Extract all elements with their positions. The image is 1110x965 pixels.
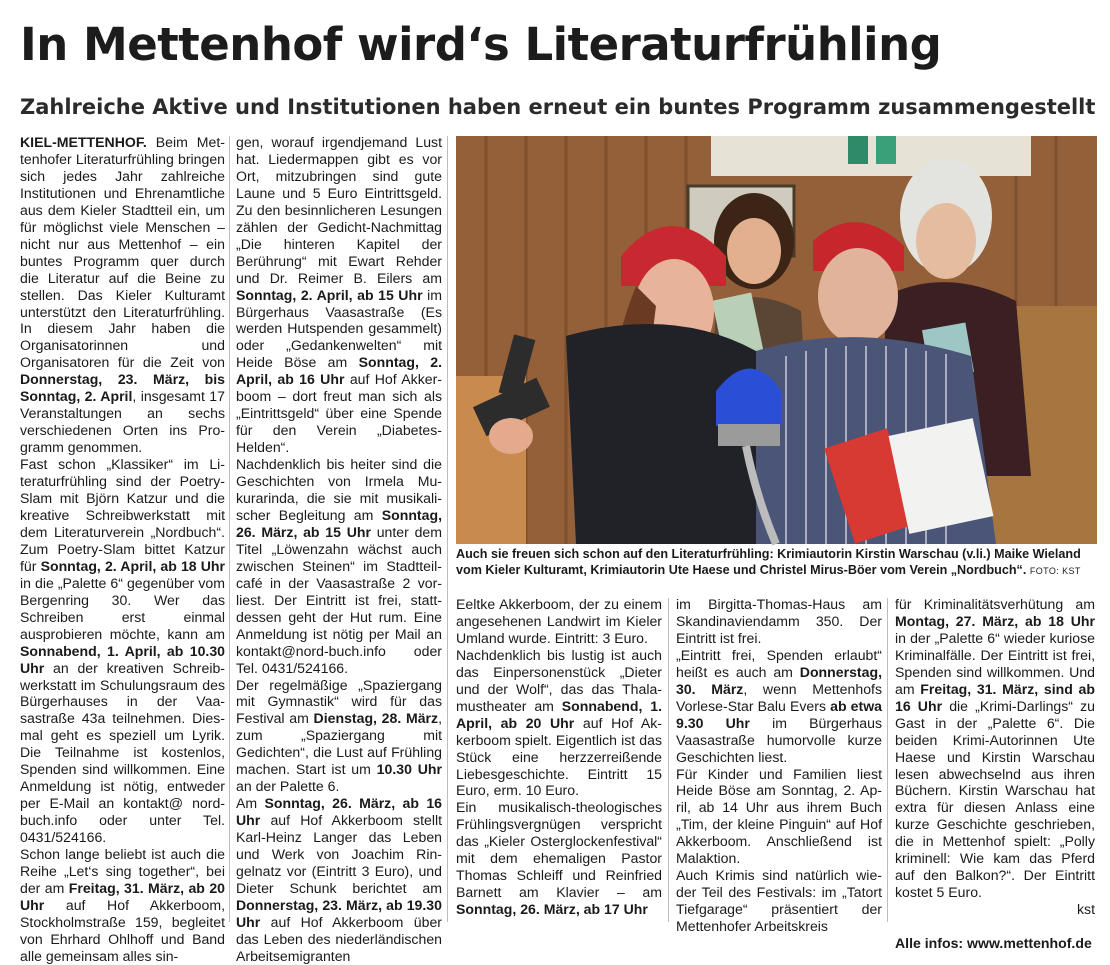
text: auf Hof Akkerboom, Stockholmstraße 159, begleitet von Ehrhard Ohlhoff und Band alle gemeinsam alles sin- bbox=[20, 896, 225, 964]
text: auf Hof Akkerboom – dort freut man sich als „Eintrittsgeld“ über eine Spende für den Verein „Diabetes-Helden“. bbox=[236, 371, 442, 456]
paragraph bbox=[676, 867, 882, 935]
article-column-5 bbox=[895, 596, 1095, 952]
paragraph bbox=[236, 456, 442, 676]
headline: In Mettenhof wird‘s Literaturfrühling bbox=[20, 18, 942, 71]
article-column-2 bbox=[236, 134, 442, 964]
text: in die „Palette 6“ gegenüber vom Bergenring 30. Wer das Schreiben erst einmal ausprobieren möchte, kann am bbox=[20, 574, 225, 642]
text: Am bbox=[236, 795, 265, 812]
paragraph bbox=[236, 134, 442, 456]
date-highlight: 10.30 Uhr bbox=[376, 761, 442, 778]
text: im Bürgerhaus Vaasastraße humorvolle kurze Geschichten liest. bbox=[676, 714, 882, 765]
text: die „Krimi-Darlings“ zu Gast in der „Palette 6“. Die beiden Krimi-Autorinnen Ute Haese und Kirstin Warschau lesen abwechselnd aus ihren Büchern. Kirstin Warschau hat extra für diesen Anlass eine kurze Geschichte geschrieben, die in Mettenhof spielt: „Polly kriminell: Wie kam das Pferd auf den Balkon?“. Der Eintritt kostet 5 Euro. bbox=[895, 697, 1095, 901]
text: an der kreativen Schreibwerkstatt im Schulungsraum des Bürgerhauses in der Vaasastraße 43a teilnehmen. Diesmal geht es speziell um Lyrik. Die Teilnahme ist kostenlos, Spenden sind willkommen. Eine Anmeldung ist nötig, entweder per E-Mail an kontakt@ nord-buch.info oder unter Tel. 0431/524166. bbox=[20, 659, 225, 846]
date-highlight: Sonnabend, 1. April, ab 10.30 Uhr bbox=[20, 642, 225, 676]
paragraph bbox=[456, 596, 662, 647]
text: unter dem Titel „Löwenzahn wächst auch zwischen Steinen“ im Stadtteilcafé in der Vaasastraße 2 vorliest. Der Eintritt ist frei, stattdessen geht der Hut rum. Eine Anmeldung ist nötig per Mail an kontakt@nord-buch.info oder Tel. 0431/524166. bbox=[236, 523, 442, 676]
text: Nachdenklich bis heiter sind die Geschichten von Irmela Mukurarinda, die sie mit musikalischer Begleitung am bbox=[236, 456, 442, 523]
column-divider bbox=[229, 136, 230, 922]
date-highlight: Donnerstag, 23. März, bis Sonntag, 2. April bbox=[20, 371, 225, 405]
paragraph bbox=[676, 766, 882, 868]
column-divider bbox=[668, 598, 669, 922]
article-photo bbox=[456, 136, 1097, 544]
text: auf Hof Akkerboom über das Leben des niederländischen Arbeitsemigranten bbox=[236, 913, 442, 964]
text: Nachdenklich bis lustig ist auch das Einpersonenstück „Dieter und der Wolf“, das das Thalamustheater am bbox=[456, 646, 662, 714]
paragraph bbox=[20, 846, 225, 965]
paragraph bbox=[456, 799, 662, 918]
dateline: KIEL-METTENHOF. bbox=[20, 134, 147, 150]
date-highlight: Donnerstag, 30. März bbox=[676, 663, 882, 697]
text: im Birgitta-Thomas-Haus am Skandinaviendamm 350. Der Eintritt ist frei. bbox=[676, 596, 882, 646]
date-highlight: Sonntag, 26. März, ab 17 Uhr bbox=[456, 901, 648, 918]
date-highlight: Montag, 27. März, ab 18 Uhr bbox=[895, 612, 1095, 629]
text: Für Kinder und Familien liest Heide Böse am Sonntag, 2. April, ab 14 Uhr aus ihrem Buch „Tim, der kleine Pinguin“ auf Hof Akkerboom. Anschließend ist Malaktion. bbox=[676, 765, 882, 867]
date-highlight: Donnerstag, 23. März, ab 19.30 Uhr bbox=[236, 896, 442, 930]
paragraph bbox=[236, 677, 442, 796]
text: Fast schon „Klassiker“ im Literaturfrühling sind der Poetry-Slam mit Björn Katzur und die kreative Schreibwerkstatt mit dem Literaturverein „Nordbuch“. Zum Poetry-Slam bittet Katzur für bbox=[20, 456, 225, 574]
text: auf Hof Akkerboom stellt Karl-Heinz Langer das Leben und Werk von Joachim Ringelnatz vor (Eintritt 3 Euro), und Dieter Schunk berichtet am bbox=[236, 812, 442, 896]
photo-credit: FOTO: KST bbox=[1029, 566, 1081, 576]
date-highlight: Sonntag, 2. April, ab 15 Uhr bbox=[236, 286, 423, 303]
date-highlight: Sonntag, 2. April, ab 18 Uhr bbox=[40, 557, 225, 574]
date-highlight: Sonntag, 26. März, ab 16 Uhr bbox=[236, 795, 442, 829]
text: Ein musikalisch-theologisches Frühlingsvergnügen verspricht das „Kieler Osterglockenfestival“ mit dem ehemaligen Pastor Thomas Schleiff und Reinfried Barnett am Klavier – am bbox=[456, 799, 662, 901]
column-divider bbox=[887, 598, 888, 922]
paragraph bbox=[676, 596, 882, 647]
paragraph bbox=[20, 134, 225, 456]
date-highlight: Freitag, 31. März, ab 20 Uhr bbox=[20, 879, 225, 913]
text: für Kriminalitätsverhütung am bbox=[895, 596, 1095, 612]
paragraph bbox=[20, 456, 225, 846]
text: im Bürgerhaus Vaasastraße (Es werden Hutspenden gesammelt) oder „Gedankenwelten“ mit Heide Böse am bbox=[236, 286, 442, 371]
text: auf Hof Akkerboom spielt. Eigentlich ist das Stück eine herzzerreißende Liebesgeschichte. Eintritt 15 Euro, erm. 10 Euro. bbox=[456, 714, 662, 799]
photo-illustration bbox=[456, 136, 1097, 544]
paragraph bbox=[236, 795, 442, 965]
date-highlight: Freitag, 31. März, sind ab 16 Uhr bbox=[895, 680, 1095, 714]
photo-caption bbox=[456, 546, 1097, 579]
paragraph bbox=[895, 596, 1095, 901]
article-column-3 bbox=[456, 596, 662, 926]
author-signature: kst bbox=[1076, 901, 1095, 918]
text: Eeltke Akkerboom, der zu einem angesehenen Landwirt im Kieler Umland wurde. Eintritt: 3 Euro. bbox=[456, 596, 662, 646]
date-highlight: Sonntag, 26. März, ab 15 Uhr bbox=[236, 506, 442, 540]
article-column-4 bbox=[676, 596, 882, 935]
text: Der regelmäßige „Spaziergang mit Gymnastik“ wird für das Festival am bbox=[236, 676, 442, 727]
subheadline: Zahlreiche Aktive und Institutionen haben erneut ein buntes Programm zusammengestellt bbox=[20, 95, 1096, 119]
website-info: Alle infos: www.mettenhof.de bbox=[895, 935, 1092, 952]
text: Auch Krimis sind natürlich wieder Teil des Festivals: im „Tatort Tiefgarage“ präsentiert der Mettenhofer Arbeitskreis bbox=[676, 867, 882, 935]
date-highlight: Sonntag, 2. April, ab 16 Uhr bbox=[236, 354, 442, 388]
column-divider bbox=[447, 136, 448, 922]
caption-text: Auch sie freuen sich schon auf den Literaturfrühling: Krimiautorin Kirstin Warschau (v.li.) Maike Wieland vom Kieler Kulturamt, Krimiautorin Ute Haese und Christel Mirus-Böer vom Verein „Nordbuch“. bbox=[456, 547, 1081, 577]
text: an der Palette 6. bbox=[236, 778, 340, 795]
text: , wenn Mettenhofs Vorlese-Star Balu Evers bbox=[676, 680, 882, 714]
date-highlight: Sonnabend, 1. April, ab 20 Uhr bbox=[456, 697, 662, 731]
paragraph bbox=[456, 647, 662, 800]
text: , insgesamt 17 Veranstaltungen an sechs verschiedenen Orten ins Programm genommen. bbox=[20, 388, 225, 456]
text: Beim Mettenhofer Literaturfrühling bringen sich jedes Jahr zahlreiche Institutionen und Ehrenamtliche aus dem Kieler Stadtteil ein, um für möglichst viele Menschen – nicht nur aus Mettenhof – ein buntes Programm quer durch die Literatur auf die Beine zu stellen. Das Kieler Kulturamt unterstützt den Literaturfrühling. In diesem Jahr haben die Organisatorinnen und Organisatoren für die Zeit von bbox=[20, 134, 225, 371]
text: gen, worauf irgendjemand Lust hat. Liedermappen gibt es vor Ort, mitzubringen sind gute Laune und 5 Euro Eintrittsgeld. Zu den besinnlicheren Lesungen zählen der Gedicht-Nachmittag „Die hinteren Kapitel der Berührung“ mit Ewart Rehder und Dr. Reimer B. Eilers am bbox=[236, 134, 442, 286]
date-highlight: Dienstag, 28. März bbox=[313, 710, 439, 727]
text: Schon lange beliebt ist auch die Reihe „Let‘s sing together“, bei der am bbox=[20, 846, 225, 896]
paragraph bbox=[676, 647, 882, 766]
date-highlight: ab etwa 9.30 Uhr bbox=[676, 697, 882, 731]
text: , zum „Spaziergang mit Gedichten“, die Lust auf Frühling machen. Start ist um bbox=[236, 710, 442, 778]
text: in der „Palette 6“ wieder kuriose Kriminalfälle. Der Eintritt ist frei, Spenden sind willkommen. Und am bbox=[895, 629, 1095, 697]
article-column-1 bbox=[20, 134, 225, 964]
text: „Eintritt frei, Spenden erlaubt“ heißt es auch am bbox=[676, 646, 882, 680]
